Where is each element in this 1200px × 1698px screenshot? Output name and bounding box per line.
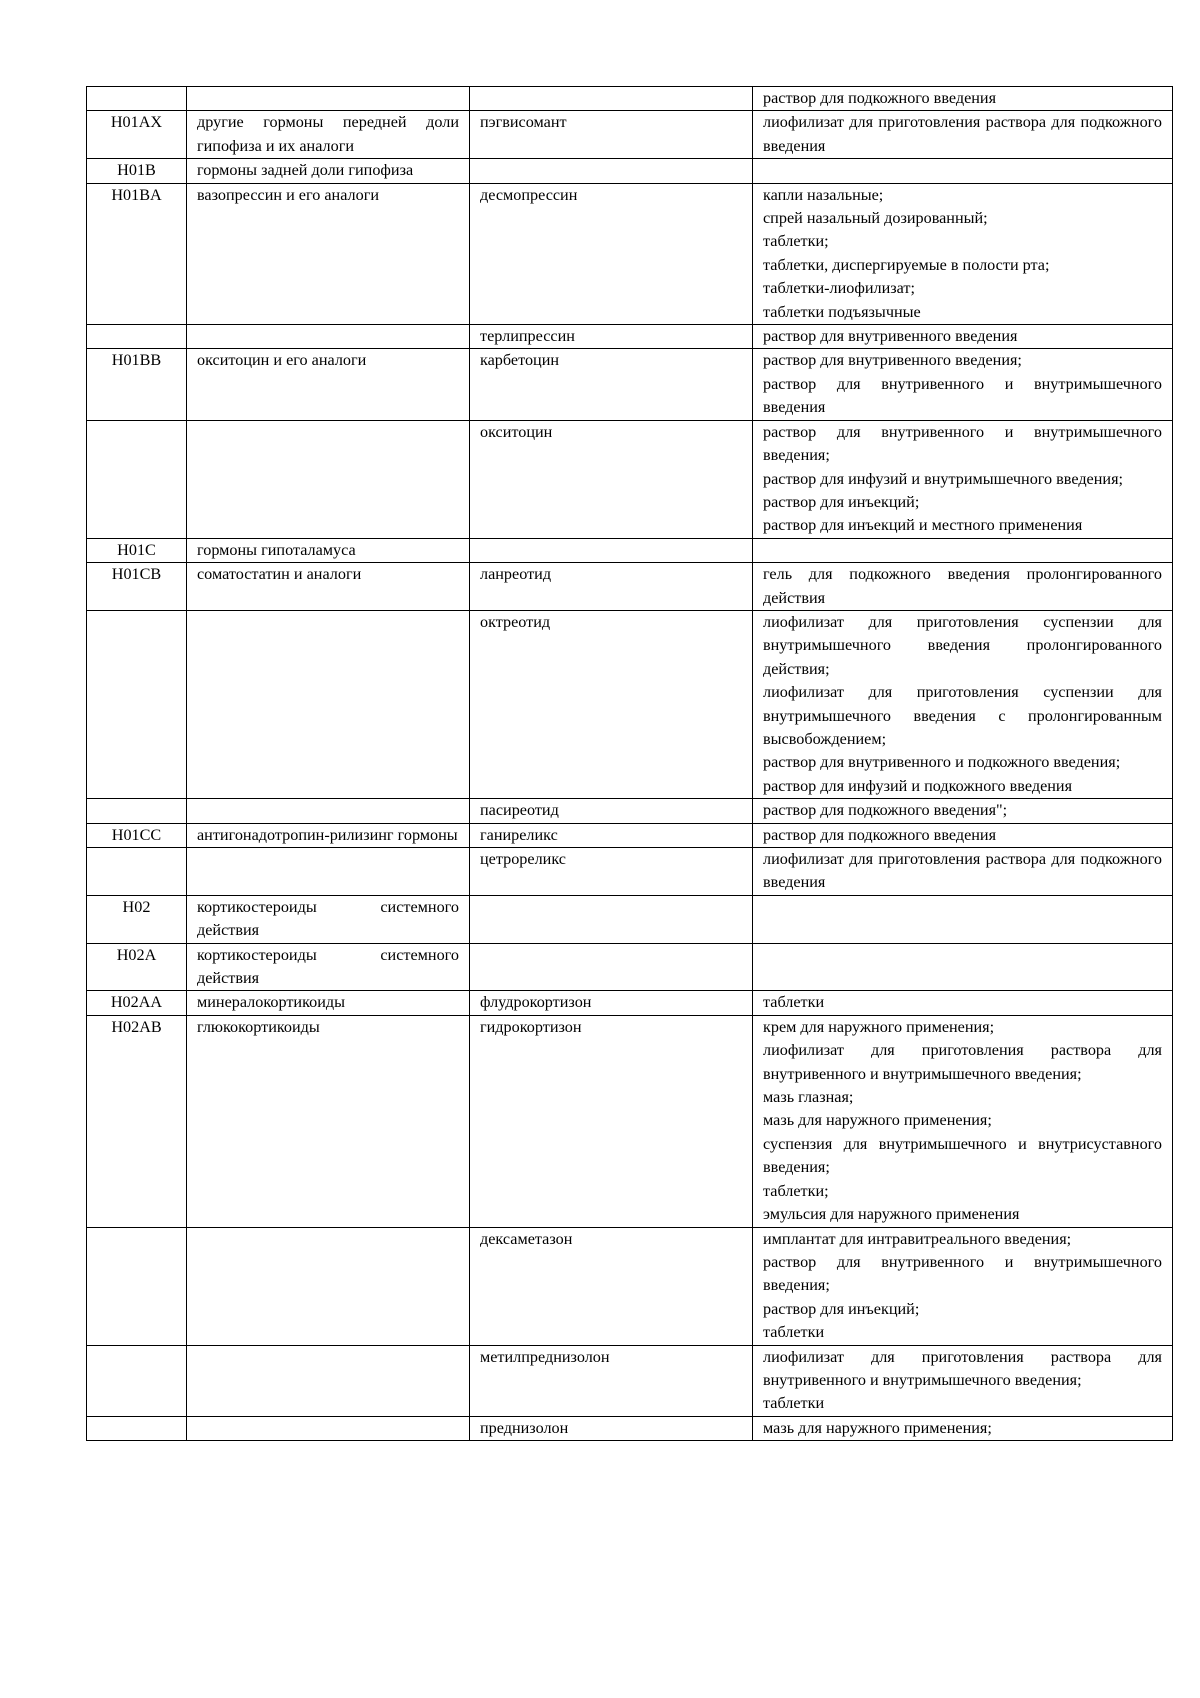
dosage-forms-cell xyxy=(753,111,1173,159)
dosage-form-line: раствор для подкожного введения xyxy=(763,89,997,107)
group-name-cell xyxy=(187,1416,470,1440)
dosage-forms-cell xyxy=(753,799,1173,823)
dosage-form-line: имплантат для интравитреального введения; xyxy=(763,1229,1072,1248)
group-name-cell xyxy=(187,799,470,823)
table-row xyxy=(87,823,1173,847)
substance-cell: ланреотид xyxy=(470,563,753,611)
substance-cell xyxy=(470,87,753,111)
substance-cell: цетрореликс xyxy=(470,848,753,896)
drug-classification-table xyxy=(86,86,1173,1441)
dosage-forms-cell xyxy=(753,610,1173,798)
atc-code-cell xyxy=(87,87,187,111)
substance-cell: преднизолон xyxy=(470,1416,753,1440)
dosage-form-line: эмульсия для наружного применения xyxy=(763,1205,1020,1224)
dosage-form-line: раствор для внутривенного и подкожного введения; xyxy=(763,753,1121,772)
dosage-form-line: таблетки xyxy=(763,1323,825,1342)
table-row xyxy=(87,610,1173,798)
dosage-forms-cell xyxy=(753,325,1173,349)
dosage-form-line: таблетки xyxy=(763,1394,825,1413)
atc-code-cell: H01BB xyxy=(87,349,187,420)
table-row xyxy=(87,111,1173,159)
atc-code-cell xyxy=(87,325,187,349)
dosage-form-line: раствор для инъекций; xyxy=(763,1299,920,1318)
dosage-forms-cell xyxy=(753,87,1173,111)
substance-cell: десмопрессин xyxy=(470,183,753,324)
group-name-cell: антигонадотропин-рилизинг гормоны xyxy=(187,823,470,847)
dosage-form-line: раствор для инфузий и внутримышечного введения; xyxy=(763,469,1124,488)
group-name-cell xyxy=(187,610,470,798)
atc-code-cell: H01C xyxy=(87,538,187,562)
group-name-cell xyxy=(187,1345,470,1416)
group-name-cell: кортикостероиды системного действия xyxy=(187,895,470,943)
dosage-form-line: таблетки; xyxy=(763,232,829,251)
group-name-cell: гормоны задней доли гипофиза xyxy=(187,159,470,183)
dosage-form-line: лиофилизат для приготовления раствора для внутривенного и внутримышечного введения; xyxy=(763,1041,1162,1083)
table-row xyxy=(87,1416,1173,1440)
group-name-cell: кортикостероиды системного действия xyxy=(187,943,470,991)
dosage-form-line: таблетки-лиофилизат; xyxy=(763,279,916,298)
table-row xyxy=(87,799,1173,823)
substance-cell: терлипрессин xyxy=(470,325,753,349)
substance-cell: пэгвисомант xyxy=(470,111,753,159)
dosage-forms-cell xyxy=(753,349,1173,420)
group-name-cell: гормоны гипоталамуса xyxy=(187,538,470,562)
atc-code-cell: H01CB xyxy=(87,563,187,611)
substance-cell: метилпреднизолон xyxy=(470,1345,753,1416)
table-row xyxy=(87,1227,1173,1345)
dosage-form-line: гель для подкожного введения пролонгированного действия xyxy=(763,565,1162,607)
dosage-form-line: таблетки; xyxy=(763,1181,829,1200)
table-row xyxy=(87,349,1173,420)
table-row xyxy=(87,991,1173,1015)
substance-cell xyxy=(470,895,753,943)
dosage-forms-cell xyxy=(753,943,1173,991)
dosage-form-line: раствор для подкожного введения"; xyxy=(763,801,1008,820)
dosage-forms-cell xyxy=(753,1416,1173,1440)
dosage-form-line: раствор для внутривенного и внутримышечного введения; xyxy=(763,422,1162,465)
group-name-cell: соматостатин и аналоги xyxy=(187,563,470,611)
table-row xyxy=(87,159,1173,183)
dosage-forms-cell xyxy=(753,538,1173,562)
dosage-form-line: мазь для наружного применения; xyxy=(763,1111,992,1130)
table-row xyxy=(87,1015,1173,1227)
substance-cell: карбетоцин xyxy=(470,349,753,420)
substance-cell: октреотид xyxy=(470,610,753,798)
dosage-form-line: раствор для внутривенного введения; xyxy=(763,351,1022,370)
table-row xyxy=(87,420,1173,538)
dosage-forms-cell xyxy=(753,895,1173,943)
dosage-form-line: раствор для инъекций и местного применения xyxy=(763,516,1083,535)
atc-code-cell xyxy=(87,799,187,823)
group-name-cell xyxy=(187,325,470,349)
group-name-cell xyxy=(187,420,470,538)
group-name-cell: глюкокортикоиды xyxy=(187,1015,470,1227)
dosage-forms-cell xyxy=(753,159,1173,183)
substance-cell xyxy=(470,159,753,183)
dosage-form-line: раствор для внутривенного введения xyxy=(763,327,1018,346)
atc-code-cell xyxy=(87,848,187,896)
atc-code-cell xyxy=(87,1345,187,1416)
table-body xyxy=(87,87,1173,1441)
table-row xyxy=(87,848,1173,896)
group-name-cell: вазопрессин и его аналоги xyxy=(187,183,470,324)
dosage-forms-cell xyxy=(753,1227,1173,1345)
dosage-form-line: таблетки xyxy=(763,993,825,1012)
dosage-form-line: лиофилизат для приготовления раствора для внутривенного и внутримышечного введения; xyxy=(763,1347,1162,1389)
dosage-form-line: таблетки, диспергируемые в полости рта; xyxy=(763,255,1050,274)
atc-code-cell: H02AA xyxy=(87,991,187,1015)
table-row xyxy=(87,183,1173,324)
table-row xyxy=(87,325,1173,349)
substance-cell: флудрокортизон xyxy=(470,991,753,1015)
table-row xyxy=(87,538,1173,562)
dosage-form-line: капли назальные; xyxy=(763,185,884,204)
atc-code-cell xyxy=(87,420,187,538)
dosage-form-line: раствор для подкожного введения xyxy=(763,825,997,844)
atc-code-cell: H02AB xyxy=(87,1015,187,1227)
table-row xyxy=(87,895,1173,943)
group-name-cell: минералокортикоиды xyxy=(187,991,470,1015)
dosage-forms-cell xyxy=(753,420,1173,538)
group-name-cell xyxy=(187,1227,470,1345)
dosage-form-line: мазь глазная; xyxy=(763,1088,854,1107)
dosage-form-line: таблетки подъязычные xyxy=(763,302,921,321)
atc-code-cell: H01CC xyxy=(87,823,187,847)
substance-cell: ганиреликс xyxy=(470,823,753,847)
group-name-cell xyxy=(187,848,470,896)
substance-cell: окситоцин xyxy=(470,420,753,538)
dosage-forms-cell xyxy=(753,563,1173,611)
dosage-form-line: крем для наружного применения; xyxy=(763,1017,995,1036)
atc-code-cell xyxy=(87,1416,187,1440)
dosage-forms-cell xyxy=(753,991,1173,1015)
dosage-form-line: спрей назальный дозированный; xyxy=(763,209,988,228)
dosage-forms-cell xyxy=(753,848,1173,896)
substance-cell xyxy=(470,943,753,991)
dosage-forms-cell xyxy=(753,1015,1173,1227)
dosage-forms-cell xyxy=(753,183,1173,324)
dosage-form-line: лиофилизат для приготовления суспензии для внутримышечного введения пролонгированного действия; xyxy=(763,612,1162,678)
atc-code-cell xyxy=(87,1227,187,1345)
dosage-forms-cell xyxy=(753,1345,1173,1416)
substance-cell: дексаметазон xyxy=(470,1227,753,1345)
group-name-cell: окситоцин и его аналоги xyxy=(187,349,470,420)
dosage-form-line: лиофилизат для приготовления суспензии для внутримышечного введения с пролонгированным высвобождением; xyxy=(763,683,1162,748)
dosage-form-line: лиофилизат для приготовления раствора для подкожного введения xyxy=(763,850,1162,892)
atc-code-cell: H02 xyxy=(87,895,187,943)
dosage-form-line: лиофилизат для приготовления раствора для подкожного введения xyxy=(763,113,1162,155)
dosage-form-line: раствор для внутривенного и внутримышечного введения xyxy=(763,374,1162,417)
atc-code-cell: H01BA xyxy=(87,183,187,324)
atc-code-cell: H01B xyxy=(87,159,187,183)
table-row xyxy=(87,87,1173,111)
dosage-form-line: мазь для наружного применения; xyxy=(763,1418,992,1437)
dosage-form-line: раствор для инфузий и подкожного введения xyxy=(763,776,1073,795)
table-row xyxy=(87,563,1173,611)
atc-code-cell: H01AX xyxy=(87,111,187,159)
dosage-forms-cell xyxy=(753,823,1173,847)
table-row xyxy=(87,1345,1173,1416)
substance-cell xyxy=(470,538,753,562)
substance-cell: гидрокортизон xyxy=(470,1015,753,1227)
dosage-form-line: раствор для инъекций; xyxy=(763,492,920,511)
atc-code-cell: H02A xyxy=(87,943,187,991)
group-name-cell: другие гормоны передней доли гипофиза и их аналоги xyxy=(187,111,470,159)
dosage-form-line: суспензия для внутримышечного и внутрисуставного введения; xyxy=(763,1134,1162,1177)
substance-cell: пасиреотид xyxy=(470,799,753,823)
table-row xyxy=(87,943,1173,991)
atc-code-cell xyxy=(87,610,187,798)
group-name-cell xyxy=(187,87,470,111)
dosage-form-line: раствор для внутривенного и внутримышечного введения; xyxy=(763,1252,1162,1295)
